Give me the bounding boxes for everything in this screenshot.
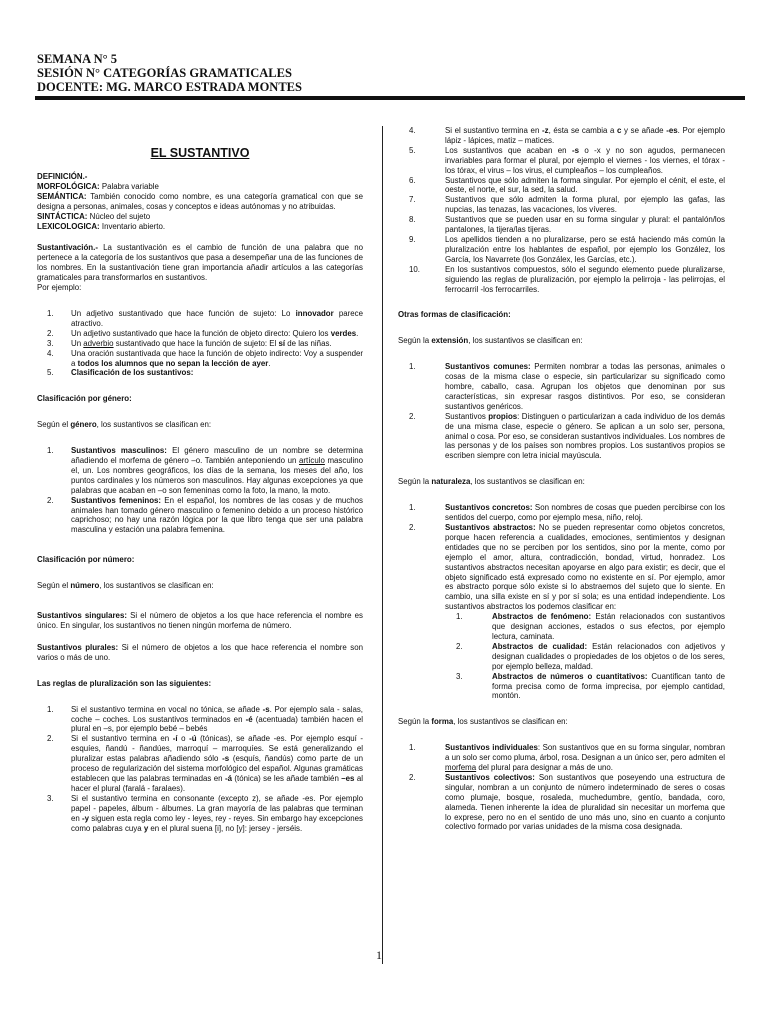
def-semantica: SEMÁNTICA: También conocido como nombre, es una categoría gramatical con que se designa a personas, animales, cosas y conceptos e ideas autónomas y no atribuidas.: [37, 191, 363, 211]
naturaleza-list: [398, 503, 725, 701]
list-item: 10. En los sustantivos compuestos, sólo el segundo elemento puede pluralizarse, siguiendo las reglas de pluralización, por ejemplo la pelirroja - las pelirrojas, el ferrocarril -los ferrocarriles.: [409, 264, 725, 294]
forma-intro: Según la forma, los sustantivos se clasifican en:: [398, 717, 568, 727]
list-item: 3. Abstractos de números o cuantitativos: Cuantifican tanto de forma precisa como de forma imprecisa, por ejemplo cantidad, montón.: [456, 671, 725, 701]
header-week: SEMANA N° 5: [37, 52, 118, 66]
list-item: 8. Sustantivos que se pueden usar en su forma singular y plural: el pantalón/los pantalones, la tijera/las tijeras.: [409, 215, 725, 235]
abstractos-sublist: [445, 612, 725, 701]
header-session: SESIÓN N° CATEGORÍAS GRAMATICALES: [37, 66, 292, 80]
list-item: 2. Sustantivos femeninos: En el español, los nombres de las cosas y de muchos animales han tomado género masculino o femenino debido a un proceso histórico caprichoso; no hay una razón lógica por la que libro tenga que ser una palabra masculina y estación una palabra femenina.: [47, 495, 363, 535]
sustantivacion-paragraph: Sustantivación.- La sustantivación es el cambio de función de una palabra que no pertenece a la categoría de los sustantivos que pasa a desempeñar una de las funciones de los nombres. En la sustantivación tiene gran importancia añadir artículos a las categorías gramaticales para transformarlos en sustantivos.: [37, 243, 363, 283]
list-item: 2. Un adjetivo sustantivado que hace la función de objeto directo: Quiero los verdes.: [47, 328, 359, 338]
right-column: [398, 126, 725, 832]
sustantivacion-examples: [37, 309, 363, 378]
genero-list: [37, 446, 363, 535]
def-morfologica: MORFOLÓGICA: Palabra variable: [37, 181, 159, 191]
forma-list: [398, 743, 725, 832]
document-header: [37, 52, 737, 94]
otras-heading: Otras formas de clasificación:: [398, 310, 511, 320]
definition-heading: DEFINICIÓN.-: [37, 172, 88, 181]
list-item: 1. Sustantivos comunes: Permiten nombrar a todas las personas, animales o cosas de la misma clase o especie, sin particularizar su significado como hombre, caballo, casa. Agrupan los objetos que denominan por sus características, sin expresar rasgos distintivos. Por eso, se consideran sustantivos genéricos.: [409, 362, 725, 411]
list-item: 2. Sustantivos colectivos: Son sustantivos que poseyendo una estructura de singular, nombran a un conjunto de número indeterminado de seres o cosas como plumaje, bosque, rosaleda, muchedumbre, gentío, bandada, coro, alameda. Tienen inherente la idea de pluralidad sin necesitar un morfema que lo exprese, pero no en el sentido de uno más uno, sino en cuanto a conjunto colectivo formado por varias unidades de la misma cosa designada.: [409, 772, 725, 832]
reglas-list-part1: [37, 705, 363, 834]
reglas-list-part2: [398, 126, 725, 294]
naturaleza-intro: Según la naturaleza, los sustantivos se clasifican en:: [398, 477, 585, 487]
header-teacher: DOCENTE: MG. MARCO ESTRADA MONTES: [37, 80, 302, 94]
list-item: 3. Un adverbio sustantivado que hace la función de sujeto: El sí de las niñas.: [47, 338, 332, 348]
singulares-paragraph: Sustantivos singulares: Si el número de objetos a los que hace referencia el nombre es único. En singular, los sustantivos no tienen ningún morfema de número.: [37, 611, 364, 630]
numero-intro: Según el número, los sustantivos se clasifican en:: [37, 581, 214, 591]
list-item: 4. Una oración sustantivada que hace la función de objeto indirecto: Voy a suspender a todos los alumnos que no sepan la lección de ayer.: [47, 348, 363, 368]
list-item: 1. Sustantivos individuales: Son sustantivos que en su forma singular, nombran a un solo ser como pluma, árbol, rosa. Designan a un único ser, pero admiten el morfema del plural para designar a más de uno.: [409, 743, 725, 773]
def-lexicologica: LEXICOLOGICA: Inventario abierto.: [37, 221, 166, 231]
column-divider: [382, 126, 383, 964]
list-item: 2. Sustantivos abstractos: No se pueden representar como objetos concretos, porque hacen referencia a cualidades, emociones, sentimientos y designan entidades que no se perciben por los sentidos, sino por la mente, como por ejemplo el amor, altura, contradicción, bondad, virtud, honradez. Los sustantivos abstractos necesitan apoyarse en algo para existir; es decir, que el objeto significado está expresado como no existente en sí. Por ejemplo, amor es abstracto porque sólo existe si lo abstraemos del sujeto que lo siente. En cambio, una silla existe en sí y por sí sola; es una entidad independiente. Los sustantivos abstractos los podemos clasificar en: 1. Abstractos de fenómeno: Están relacionados con sustantivos que designan acciones, estados o sus efectos, por ejemplo lectura, caminata. 2. Abstractos de cualidad: Están relacionados con adjetivos y designan cualidades o propiedades de los objetos o de los seres, por ejemplo belleza, maldad. 3. Abstractos de números o cuantitativos: Cuantifican tanto de forma precisa como de forma imprecisa, por ejemplo cantidad, montón.: [409, 523, 726, 701]
page-number: 1: [376, 948, 382, 962]
list-item: 5. Los sustantivos que acaban en -s o -x y no son agudos, permanecen invariables para formar el plural, por ejemplo el viernes - los viernes, el tórax - los tórax, el virus – los virus, el cumpleaños – los cumpleaños.: [409, 145, 725, 175]
list-item: 5. Clasificación de los sustantivos:: [47, 368, 194, 378]
header-rule: [35, 96, 745, 100]
numero-heading: Clasificación por número:: [37, 555, 135, 565]
list-item: 1. Sustantivos masculinos: El género masculino de un nombre se determina añadiendo el morfema de género –o. También anteponiendo un artículo masculino el, un. Los nombres geográficos, los días de la semana, los meses del año, los puntos cardinales y los números son masculinos. Hay algunas excepciones ya que palabras que acaban en –o son femeninas como la foto, la mano, la moto.: [47, 446, 363, 495]
list-item: 2. Si el sustantivo termina en -í o -ú (tónicas), se añade -es. Por ejemplo esquí - esquíes, ñandú - ñandúes, marroquí – marroquíes. Se está generalizando el pluralizar estas palabras añadiendo sólo -s (esquís, ñandús) como parte de un proceso de regularización del sistema morfológico del español. Algunas gramáticas establecen que las palabras terminadas en -á (tónica) se les añade también –es al hacer el plural (faralá - faralaes).: [47, 734, 364, 793]
list-item: 9. Los apellidos tienden a no pluralizarse, pero se está haciendo más común la pluralización entre los hablantes de español, por ejemplo los González, los García, los Navarrete (los Gonzálex, les Garcías, etc.).: [409, 234, 725, 264]
list-item: 4. Si el sustantivo termina en -z, ésta se cambia a c y se añade -es. Por ejemplo lápiz - lápices, matiz – matices.: [409, 126, 725, 145]
list-item: 1. Abstractos de fenómeno: Están relacionados con sustantivos que designan acciones, estados o sus efectos, por ejemplo lectura, caminata.: [456, 612, 726, 641]
genero-heading: Clasificación por género:: [37, 394, 132, 404]
list-item: 7. Sustantivos que sólo admiten la forma plural, por ejemplo las gafas, las nupcias, las tenazas, las vacaciones, los víveres.: [409, 195, 725, 215]
left-column: [37, 130, 363, 833]
extension-list: [398, 362, 725, 461]
list-item: 2. Sustantivos propios: Distinguen o particularizan a cada individuo de los demás de una misma clase, especie o género. Se aplican a un solo ser, persona, animal o cosa. Por eso, se consideran sustantivos individuales. Los nombres de las personas y de los países son nombres propios. Los sustantivos propios se escriben siempre con letra inicial mayúscula.: [409, 411, 725, 461]
genero-intro: Según el género, los sustantivos se clasifican en:: [37, 420, 212, 430]
list-item: 1. Si el sustantivo termina en vocal no tónica, se añade -s. Por ejemplo sala - salas, coche – coches. Los sustantivos terminados en -é (acentuada) también hacen el plural en –s, por ejemplo bebé – bebés: [47, 704, 363, 734]
extension-intro: Según la extensión, los sustantivos se clasifican en:: [398, 336, 583, 346]
list-item: 1. Sustantivos concretos: Son nombres de cosas que pueden percibirse con los sentidos del cuerpo, como por ejemplo mesa, niño, reloj.: [409, 503, 725, 523]
list-item: 6. Sustantivos que sólo admiten la forma singular. Por ejemplo el cénit, el este, el oeste, el norte, el sur, la sed, la salud.: [409, 175, 725, 195]
por-ejemplo: Por ejemplo:: [37, 283, 82, 293]
list-item: 1. Un adjetivo sustantivado que hace función de sujeto: Lo innovador parece atractivo.: [47, 308, 363, 328]
def-sintactica: SINTÁCTICA: Núcleo del sujeto: [37, 211, 151, 221]
list-item: 3. Si el sustantivo termina en consonante (excepto z), se añade -es. Por ejemplo papel - papeles, álbum - álbumes. La gran mayoría de las palabras que terminan en -y siguen esta regla como ley - leyes, rey - reyes. Sin embargo hay excepciones como palabras cuya y en el plural suena [i], no [y]: jersey - jerséis.: [47, 793, 363, 833]
plurales-paragraph: Sustantivos plurales: Si el número de objetos a los que hace referencia el nombre son varios o más de uno.: [37, 642, 363, 662]
list-item: 2. Abstractos de cualidad: Están relacionados con adjetivos y designan cualidades o propiedades de los objetos o de los seres, por ejemplo belleza, maldad.: [456, 641, 725, 671]
reglas-heading: Las reglas de pluralización son las siguientes:: [37, 678, 212, 688]
page-title: EL SUSTANTIVO: [150, 146, 250, 160]
